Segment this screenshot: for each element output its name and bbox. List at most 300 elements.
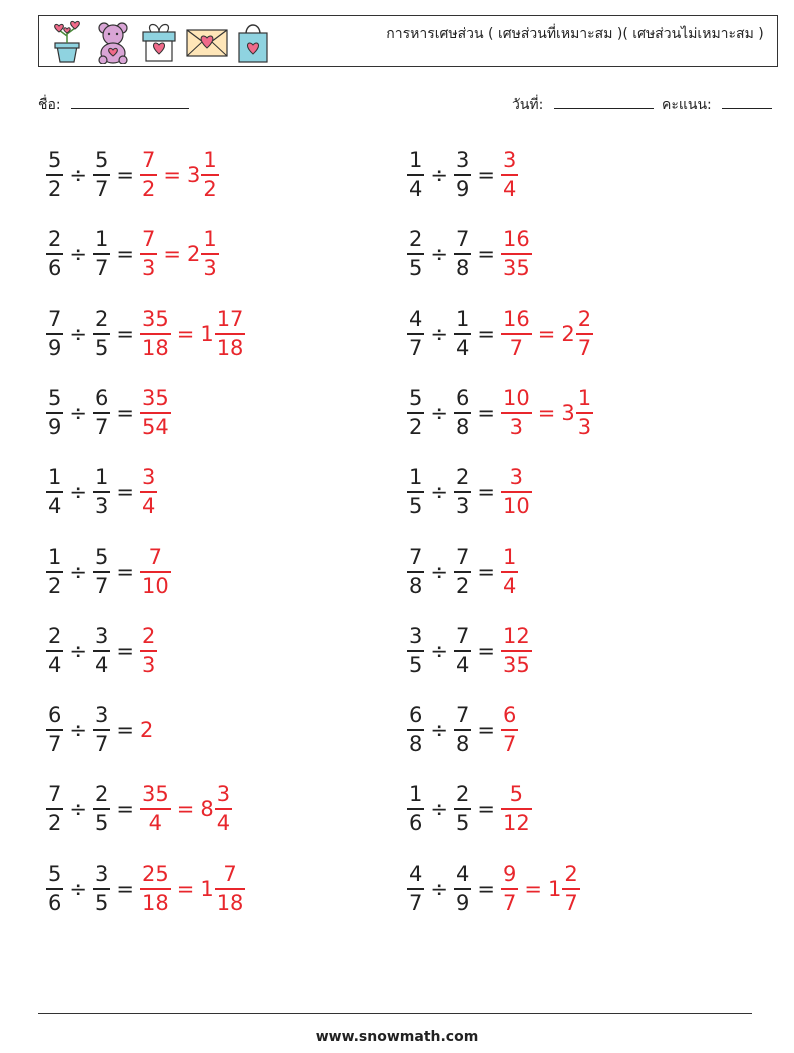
dividend bbox=[46, 705, 63, 755]
answer-equals-sign: = bbox=[537, 400, 556, 425]
dividend-denominator: 7 bbox=[48, 732, 62, 757]
mixed-denominator: 7 bbox=[577, 335, 592, 360]
answer-fraction bbox=[140, 467, 157, 517]
divisor-denominator: 7 bbox=[94, 414, 109, 439]
dividend-bar bbox=[407, 808, 424, 810]
mixed-denominator: 7 bbox=[564, 890, 578, 915]
divisor-bar bbox=[93, 571, 110, 573]
dividend bbox=[407, 861, 424, 915]
dividend-bar bbox=[46, 808, 63, 810]
answer-equals-sign: = bbox=[163, 242, 181, 267]
name-blank[interactable] bbox=[71, 94, 189, 109]
worksheet-header bbox=[38, 15, 778, 67]
equals-sign: = bbox=[116, 163, 134, 187]
equals-sign: = bbox=[116, 400, 134, 425]
divisor-bar bbox=[93, 253, 110, 255]
equals-sign: = bbox=[477, 242, 495, 267]
dividend-denominator: 6 bbox=[48, 256, 62, 281]
equals-sign: = bbox=[477, 480, 495, 505]
mixed-bar bbox=[562, 888, 579, 890]
dividend-denominator: 6 bbox=[48, 890, 62, 915]
dividend-bar bbox=[46, 333, 63, 335]
answer bbox=[140, 467, 157, 517]
mixed-whole: 1 bbox=[547, 876, 562, 901]
divisor bbox=[93, 623, 110, 677]
answer bbox=[140, 150, 219, 200]
problem-9 bbox=[46, 462, 157, 522]
dividend bbox=[46, 150, 63, 200]
dividend bbox=[46, 784, 63, 834]
mixed-whole: 3 bbox=[186, 163, 201, 187]
dividend-numerator: 1 bbox=[409, 782, 423, 807]
answer-whole: 2 bbox=[139, 718, 154, 743]
divisor bbox=[454, 861, 471, 915]
divisor-denominator: 9 bbox=[455, 177, 470, 201]
divide-sign: ÷ bbox=[430, 718, 448, 743]
answer-fraction-bar bbox=[501, 808, 532, 810]
dividend bbox=[407, 544, 424, 598]
love-letter-icon bbox=[185, 20, 229, 64]
answer-fraction-numerator: 5 bbox=[509, 782, 524, 807]
equals-sign: = bbox=[116, 559, 134, 584]
divisor-denominator: 4 bbox=[94, 652, 109, 677]
divisor-bar bbox=[454, 650, 471, 652]
dividend-bar bbox=[407, 888, 424, 890]
answer bbox=[501, 385, 593, 439]
divide-sign: ÷ bbox=[430, 163, 448, 187]
answer-fraction bbox=[501, 544, 518, 598]
dividend-denominator: 5 bbox=[409, 652, 423, 677]
answer-equals-sign: = bbox=[176, 797, 195, 822]
dividend-bar bbox=[407, 491, 424, 493]
score-field[interactable] bbox=[662, 94, 772, 116]
answer-fraction-bar bbox=[501, 571, 518, 573]
dividend-denominator: 2 bbox=[409, 414, 423, 439]
mixed-fraction bbox=[201, 150, 218, 200]
dividend-numerator: 4 bbox=[409, 861, 423, 886]
answer bbox=[501, 467, 532, 517]
worksheet-title: การหารเศษส่วน ( เศษส่วนที่เหมาะสม )( เศษส่วนไม่เหมาะสม ) bbox=[386, 26, 764, 42]
divisor-bar bbox=[454, 333, 471, 335]
mixed-bar bbox=[215, 333, 246, 335]
divisor-bar bbox=[93, 650, 110, 652]
answer-fraction-denominator: 12 bbox=[502, 811, 530, 836]
divisor-bar bbox=[93, 174, 110, 176]
answer bbox=[140, 784, 232, 834]
divide-sign: ÷ bbox=[430, 321, 448, 346]
dividend-bar bbox=[407, 729, 424, 731]
dividend-denominator: 7 bbox=[409, 335, 423, 360]
dividend-numerator: 2 bbox=[48, 227, 62, 252]
divisor bbox=[454, 623, 471, 677]
divisor-bar bbox=[93, 808, 110, 810]
answer-fraction bbox=[140, 306, 171, 360]
divisor bbox=[454, 544, 471, 598]
score-label: คะแนน: bbox=[662, 97, 712, 113]
dividend bbox=[407, 623, 424, 677]
equals-sign: = bbox=[477, 876, 495, 901]
mixed-denominator: 18 bbox=[216, 890, 244, 915]
answer-fraction-numerator: 6 bbox=[502, 703, 517, 728]
divisor-bar bbox=[93, 491, 110, 493]
answer-fraction-denominator: 7 bbox=[502, 732, 517, 757]
divisor-bar bbox=[454, 491, 471, 493]
divide-sign: ÷ bbox=[69, 638, 87, 663]
answer-fraction-numerator: 2 bbox=[141, 623, 156, 648]
divisor bbox=[454, 385, 471, 439]
mixed-numerator: 17 bbox=[216, 306, 244, 331]
divisor-denominator: 4 bbox=[455, 335, 470, 360]
answer-fraction bbox=[140, 150, 157, 200]
dividend-numerator: 6 bbox=[409, 703, 423, 728]
mixed-numerator: 7 bbox=[223, 861, 237, 886]
answer-fraction-numerator: 35 bbox=[141, 782, 169, 807]
divisor-denominator: 9 bbox=[455, 890, 470, 915]
divisor-numerator: 1 bbox=[94, 465, 109, 490]
mixed-bar bbox=[576, 333, 593, 335]
divisor-bar bbox=[93, 412, 110, 414]
answer-fraction-denominator: 35 bbox=[502, 652, 530, 677]
problem-14 bbox=[407, 621, 532, 681]
dividend-bar bbox=[407, 333, 424, 335]
equals-sign: = bbox=[116, 480, 134, 505]
dividend bbox=[407, 784, 424, 834]
dividend-denominator: 5 bbox=[409, 256, 423, 281]
dividend bbox=[407, 705, 424, 755]
dividend-numerator: 1 bbox=[48, 465, 62, 490]
divisor-numerator: 2 bbox=[94, 306, 109, 331]
divisor-denominator: 3 bbox=[455, 494, 470, 519]
problem-20 bbox=[407, 859, 580, 919]
answer-fraction bbox=[501, 467, 532, 517]
divisor-numerator: 3 bbox=[94, 861, 109, 886]
dividend-bar bbox=[407, 650, 424, 652]
answer-fraction-numerator: 16 bbox=[502, 227, 530, 252]
divide-sign: ÷ bbox=[430, 400, 448, 425]
answer bbox=[140, 229, 219, 279]
mixed-numerator: 1 bbox=[203, 227, 217, 252]
answer-fraction-bar bbox=[140, 571, 171, 573]
problem-7 bbox=[46, 383, 171, 443]
gift-box-icon bbox=[139, 20, 179, 64]
equals-sign: = bbox=[116, 797, 134, 822]
dividend bbox=[407, 467, 424, 517]
dividend-bar bbox=[46, 412, 63, 414]
mixed-bar bbox=[215, 888, 246, 890]
dividend-bar bbox=[46, 729, 63, 731]
dividend-bar bbox=[46, 174, 63, 176]
divisor-numerator: 6 bbox=[94, 385, 109, 410]
problem-5 bbox=[46, 304, 245, 364]
problem-8 bbox=[407, 383, 593, 443]
score-blank[interactable] bbox=[722, 94, 772, 109]
divisor-numerator: 1 bbox=[94, 227, 109, 252]
answer bbox=[140, 544, 171, 598]
dividend-denominator: 4 bbox=[409, 177, 423, 201]
divisor-numerator: 3 bbox=[94, 703, 109, 728]
mixed-fraction bbox=[215, 784, 232, 834]
divisor-numerator: 5 bbox=[94, 544, 109, 569]
mixed-fraction bbox=[215, 861, 246, 915]
dividend-numerator: 7 bbox=[48, 306, 62, 331]
divide-sign: ÷ bbox=[69, 480, 87, 505]
answer-fraction-denominator: 4 bbox=[502, 573, 517, 598]
divisor bbox=[93, 385, 110, 439]
divisor-bar bbox=[454, 571, 471, 573]
problem-11 bbox=[46, 542, 171, 602]
answer bbox=[501, 784, 532, 834]
answer-fraction-denominator: 7 bbox=[502, 890, 517, 915]
dividend bbox=[46, 385, 63, 439]
divisor-bar bbox=[454, 729, 471, 731]
answer-fraction bbox=[501, 784, 532, 834]
answer-fraction-denominator: 3 bbox=[141, 652, 156, 677]
answer-fraction-bar bbox=[140, 808, 171, 810]
problem-15 bbox=[46, 700, 154, 760]
answer-fraction-bar bbox=[140, 174, 157, 176]
answer-fraction bbox=[501, 861, 518, 915]
divide-sign: ÷ bbox=[430, 559, 448, 584]
dividend-numerator: 5 bbox=[48, 861, 62, 886]
answer-fraction-numerator: 3 bbox=[509, 465, 524, 490]
divisor bbox=[93, 467, 110, 517]
answer-fraction-denominator: 10 bbox=[502, 494, 530, 519]
shopping-bag-icon bbox=[235, 20, 271, 64]
answer-fraction-bar bbox=[501, 174, 518, 176]
answer bbox=[501, 306, 593, 360]
divide-sign: ÷ bbox=[430, 638, 448, 663]
divisor-denominator: 8 bbox=[455, 256, 470, 281]
answer-fraction bbox=[140, 385, 171, 439]
dividend-numerator: 7 bbox=[409, 544, 423, 569]
answer bbox=[140, 385, 171, 439]
divisor bbox=[454, 467, 471, 517]
divisor-numerator: 5 bbox=[94, 148, 109, 172]
divisor bbox=[454, 784, 471, 834]
answer-fraction-bar bbox=[140, 253, 157, 255]
mixed-fraction bbox=[215, 306, 246, 360]
answer-fraction-numerator: 7 bbox=[141, 148, 156, 172]
dividend-denominator: 9 bbox=[48, 335, 62, 360]
divide-sign: ÷ bbox=[69, 797, 87, 822]
divide-sign: ÷ bbox=[69, 163, 87, 187]
divide-sign: ÷ bbox=[69, 559, 87, 584]
date-field[interactable] bbox=[512, 94, 654, 116]
equals-sign: = bbox=[116, 638, 134, 663]
answer-equals-sign: = bbox=[176, 321, 195, 346]
answer-fraction-numerator: 25 bbox=[141, 861, 169, 886]
divisor bbox=[93, 306, 110, 360]
divisor-numerator: 2 bbox=[94, 782, 109, 807]
problem-2 bbox=[407, 145, 518, 205]
dividend-denominator: 2 bbox=[48, 177, 62, 201]
divisor-bar bbox=[93, 333, 110, 335]
answer-equals-sign: = bbox=[176, 876, 195, 901]
dividend-numerator: 3 bbox=[409, 623, 423, 648]
equals-sign: = bbox=[477, 163, 495, 187]
footer-divider bbox=[38, 1013, 752, 1014]
dividend-bar bbox=[46, 650, 63, 652]
footer-site: www.snowmath.com bbox=[315, 1029, 479, 1045]
answer-fraction-denominator: 7 bbox=[509, 335, 524, 360]
dividend-numerator: 5 bbox=[48, 385, 62, 410]
divisor bbox=[454, 150, 471, 200]
answer-fraction-numerator: 3 bbox=[502, 148, 517, 172]
answer bbox=[140, 861, 245, 915]
divide-sign: ÷ bbox=[69, 876, 87, 901]
problem-13 bbox=[46, 621, 157, 681]
divide-sign: ÷ bbox=[69, 321, 87, 346]
answer-fraction-bar bbox=[501, 253, 532, 255]
dividend-numerator: 1 bbox=[409, 148, 423, 172]
problem-19 bbox=[46, 859, 245, 919]
dividend-denominator: 7 bbox=[409, 890, 423, 915]
dividend bbox=[46, 861, 63, 915]
dividend bbox=[46, 623, 63, 677]
divisor-bar bbox=[454, 412, 471, 414]
equals-sign: = bbox=[116, 321, 134, 346]
dividend-bar bbox=[407, 174, 424, 176]
answer-fraction-numerator: 10 bbox=[502, 385, 530, 410]
answer-equals-sign: = bbox=[163, 163, 181, 187]
problem-12 bbox=[407, 542, 518, 602]
problem-1 bbox=[46, 145, 219, 205]
name-field[interactable] bbox=[38, 94, 189, 116]
answer-fraction bbox=[501, 306, 532, 360]
divisor-numerator: 7 bbox=[455, 227, 470, 252]
divisor bbox=[454, 306, 471, 360]
dividend bbox=[46, 229, 63, 279]
dividend-numerator: 1 bbox=[48, 544, 62, 569]
answer-fraction-bar bbox=[140, 412, 171, 414]
mixed-denominator: 18 bbox=[216, 335, 244, 360]
answer-fraction-denominator: 54 bbox=[141, 414, 169, 439]
divisor-numerator: 7 bbox=[455, 544, 470, 569]
answer-fraction-denominator: 18 bbox=[141, 890, 169, 915]
divisor-denominator: 7 bbox=[94, 256, 109, 281]
divisor-denominator: 8 bbox=[455, 732, 470, 757]
answer-fraction bbox=[140, 544, 171, 598]
dividend-denominator: 8 bbox=[409, 573, 423, 598]
dividend-numerator: 5 bbox=[48, 148, 62, 172]
answer-fraction-denominator: 10 bbox=[141, 573, 169, 598]
answer-fraction-denominator: 35 bbox=[502, 256, 530, 281]
problem-17 bbox=[46, 779, 232, 839]
mixed-whole: 2 bbox=[186, 242, 201, 267]
dividend-numerator: 1 bbox=[409, 465, 423, 490]
mixed-bar bbox=[201, 174, 218, 176]
answer bbox=[501, 623, 532, 677]
answer-fraction bbox=[501, 229, 532, 279]
mixed-numerator: 1 bbox=[577, 385, 592, 410]
mixed-denominator: 3 bbox=[203, 256, 217, 281]
divisor bbox=[93, 150, 110, 200]
divisor-numerator: 2 bbox=[455, 465, 470, 490]
mixed-bar bbox=[576, 412, 593, 414]
equals-sign: = bbox=[477, 638, 495, 663]
divisor-bar bbox=[454, 174, 471, 176]
divisor-numerator: 2 bbox=[455, 782, 470, 807]
equals-sign: = bbox=[477, 797, 495, 822]
answer-fraction-bar bbox=[501, 729, 518, 731]
dividend bbox=[407, 306, 424, 360]
dividend-numerator: 4 bbox=[409, 306, 423, 331]
answer bbox=[140, 718, 154, 742]
mixed-numerator: 1 bbox=[203, 148, 217, 172]
divide-sign: ÷ bbox=[430, 242, 448, 267]
answer-fraction-bar bbox=[140, 650, 157, 652]
dividend-bar bbox=[46, 888, 63, 890]
answer-fraction-numerator: 7 bbox=[148, 544, 163, 569]
dividend-numerator: 2 bbox=[409, 227, 423, 252]
divisor-bar bbox=[93, 888, 110, 890]
dividend bbox=[407, 229, 424, 279]
mixed-whole: 1 bbox=[200, 321, 214, 346]
answer-fraction-bar bbox=[140, 333, 171, 335]
answer-fraction-denominator: 2 bbox=[141, 177, 156, 201]
mixed-numerator: 2 bbox=[564, 861, 578, 886]
answer-fraction bbox=[140, 623, 157, 677]
divide-sign: ÷ bbox=[69, 718, 87, 743]
equals-sign: = bbox=[116, 876, 134, 901]
answer-fraction-denominator: 4 bbox=[141, 494, 156, 519]
answer-fraction-bar bbox=[140, 888, 171, 890]
mixed-whole: 8 bbox=[200, 797, 214, 822]
answer-fraction-numerator: 16 bbox=[502, 306, 530, 331]
answer-fraction-denominator: 3 bbox=[509, 414, 524, 439]
mixed-whole: 1 bbox=[200, 876, 214, 901]
divisor-numerator: 7 bbox=[455, 623, 470, 648]
divisor-denominator: 5 bbox=[94, 811, 109, 836]
divisor-denominator: 5 bbox=[455, 811, 470, 836]
dividend bbox=[46, 306, 63, 360]
divisor bbox=[93, 784, 110, 834]
divisor-denominator: 5 bbox=[94, 890, 109, 915]
dividend bbox=[46, 544, 63, 598]
dividend-numerator: 6 bbox=[48, 703, 62, 728]
divisor-numerator: 7 bbox=[455, 703, 470, 728]
divisor-denominator: 4 bbox=[455, 652, 470, 677]
answer-fraction-bar bbox=[501, 412, 532, 414]
dividend-bar bbox=[407, 571, 424, 573]
equals-sign: = bbox=[477, 400, 495, 425]
divisor-numerator: 3 bbox=[94, 623, 109, 648]
problem-6 bbox=[407, 304, 593, 364]
mixed-fraction bbox=[576, 385, 593, 439]
mixed-bar bbox=[201, 253, 218, 255]
equals-sign: = bbox=[477, 718, 495, 743]
answer-fraction-bar bbox=[501, 491, 532, 493]
answer-fraction bbox=[501, 623, 532, 677]
equals-sign: = bbox=[477, 559, 495, 584]
answer-fraction-denominator: 3 bbox=[141, 256, 156, 281]
divisor-denominator: 5 bbox=[94, 335, 109, 360]
dividend-denominator: 2 bbox=[48, 811, 62, 836]
divisor bbox=[454, 229, 471, 279]
answer-fraction-bar bbox=[501, 650, 532, 652]
dividend bbox=[407, 150, 424, 200]
date-blank[interactable] bbox=[554, 94, 654, 109]
dividend-denominator: 6 bbox=[409, 811, 423, 836]
divisor-denominator: 8 bbox=[455, 414, 470, 439]
answer-equals-sign: = bbox=[537, 321, 556, 346]
answer-fraction-bar bbox=[501, 888, 518, 890]
answer-fraction bbox=[140, 784, 171, 834]
mixed-denominator: 2 bbox=[203, 177, 217, 201]
divide-sign: ÷ bbox=[430, 480, 448, 505]
divisor-numerator: 1 bbox=[455, 306, 470, 331]
answer-fraction-bar bbox=[140, 491, 157, 493]
